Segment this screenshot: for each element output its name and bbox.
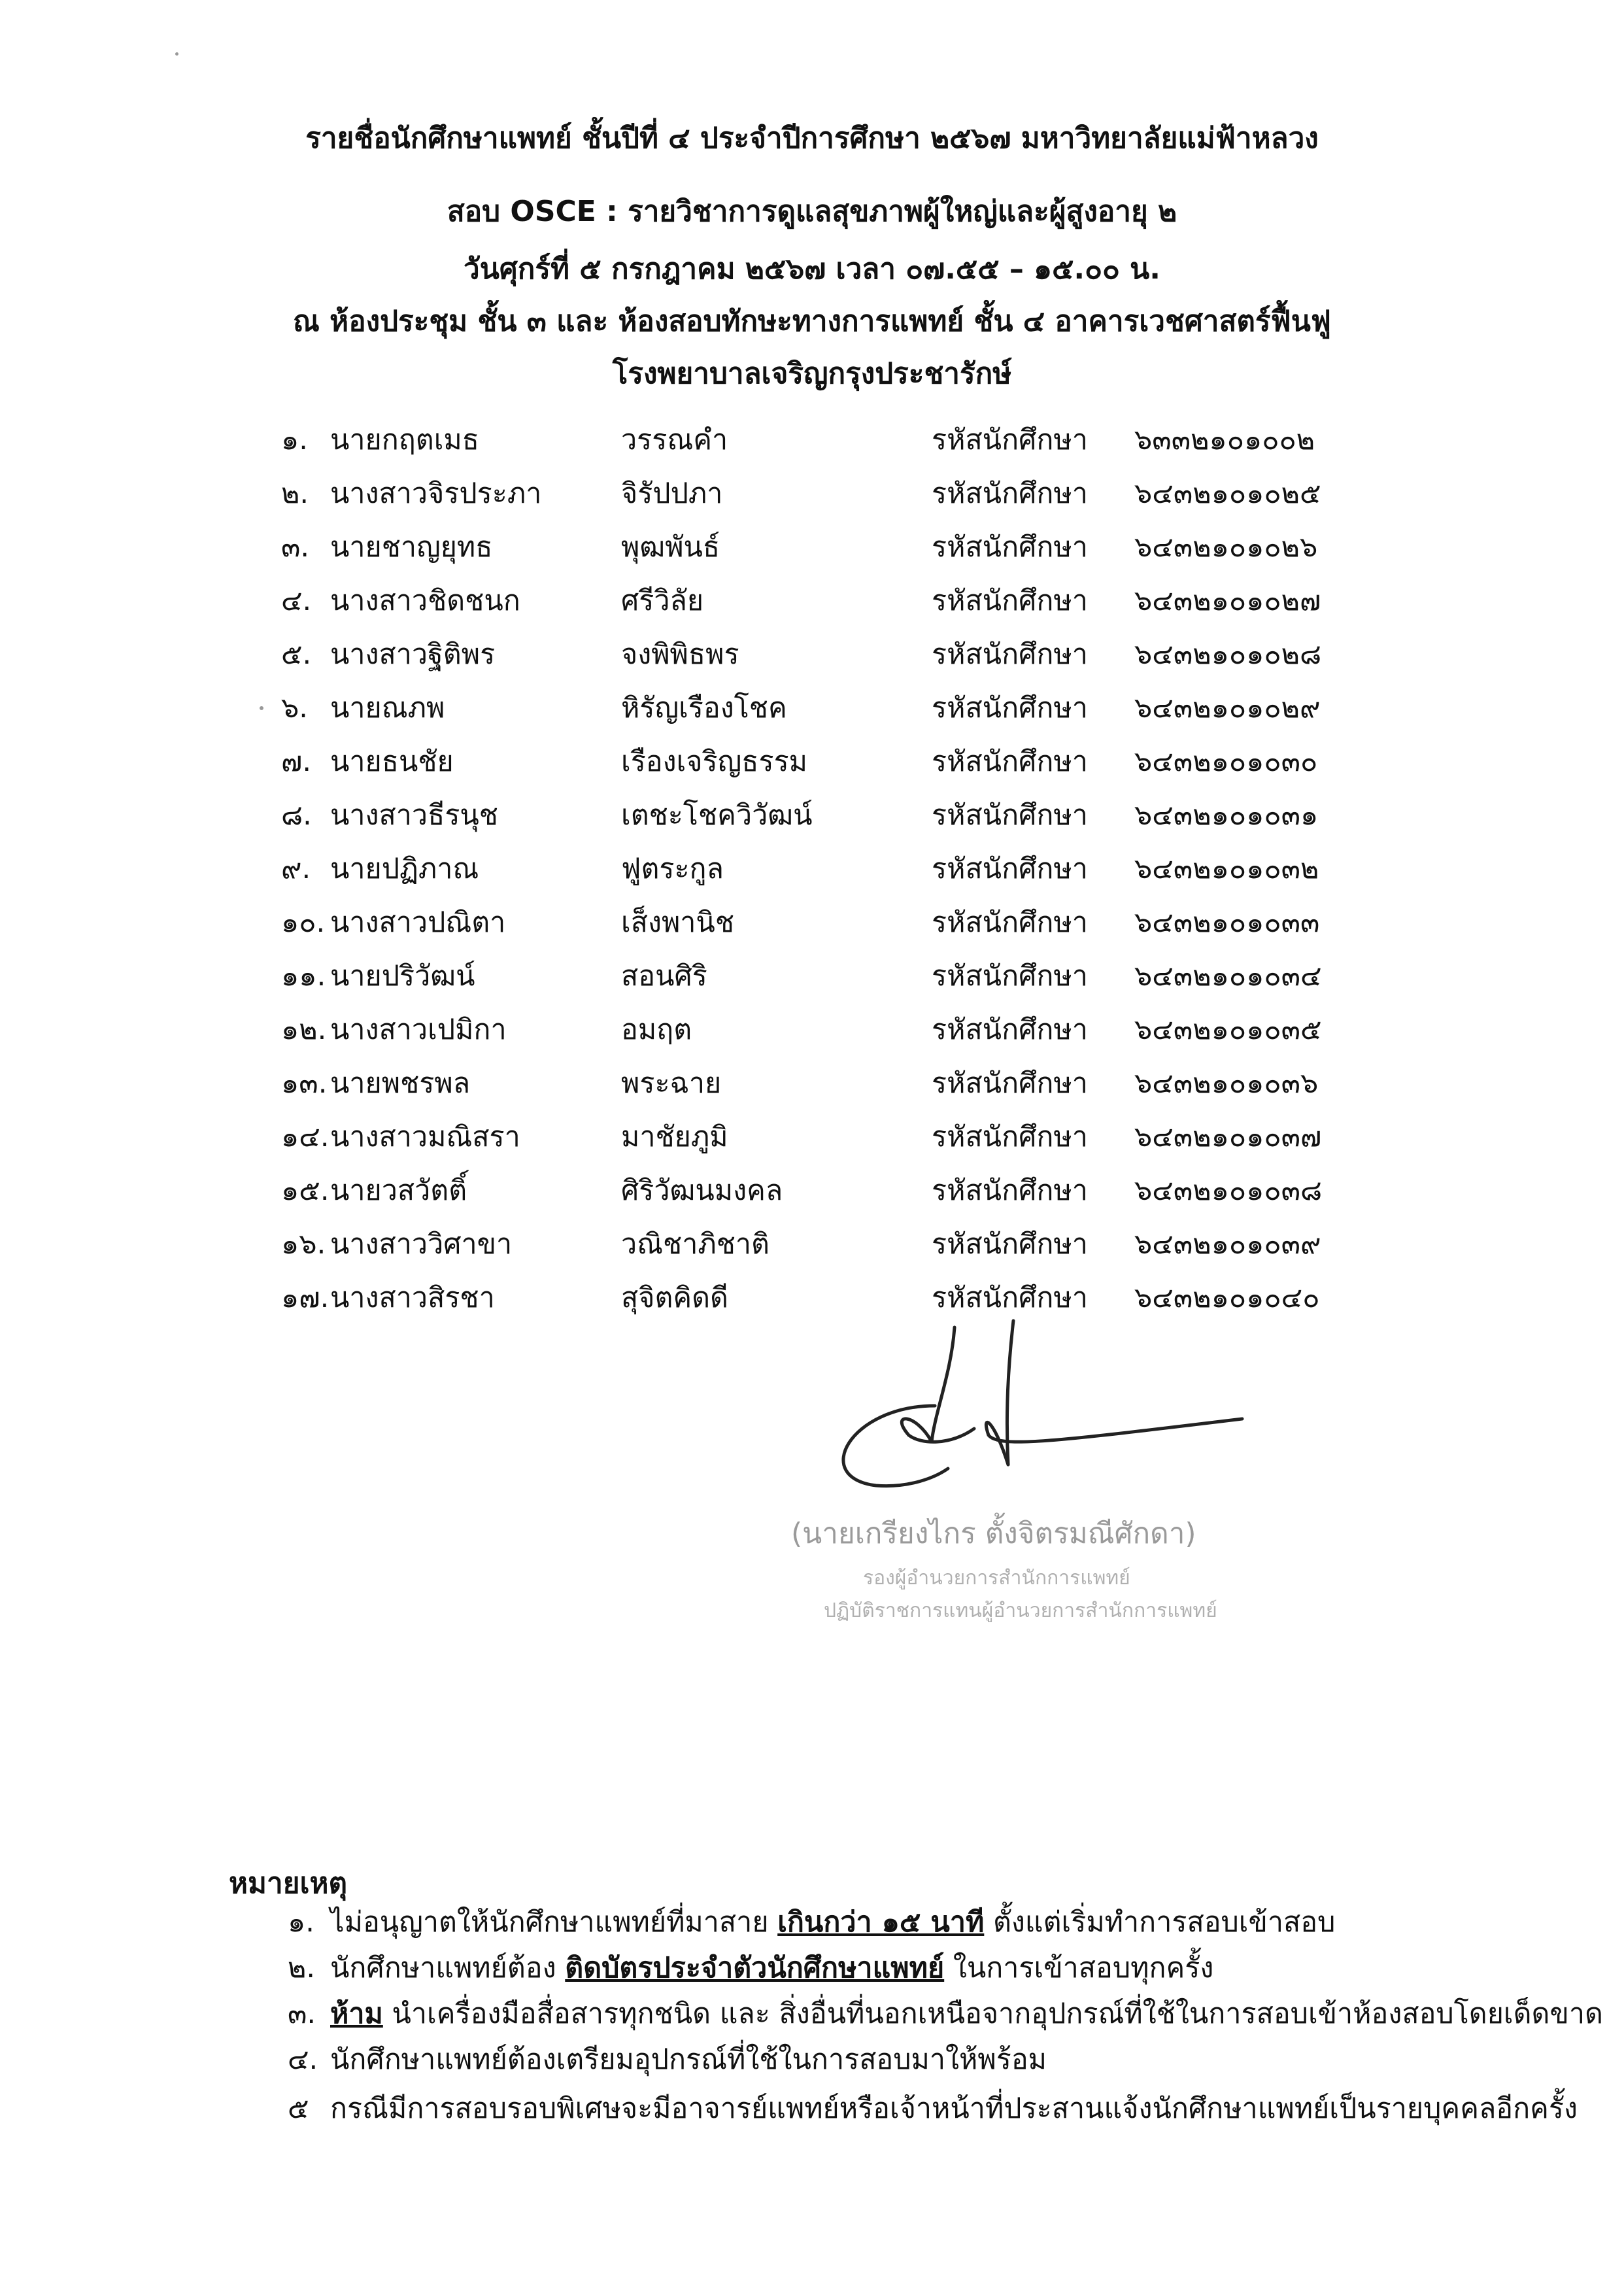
student-id: ๖๔๓๒๑๐๑๐๒๙ bbox=[1134, 692, 1321, 724]
student-id: ๖๔๓๒๑๐๑๐๓๔ bbox=[1134, 960, 1322, 993]
note-text bbox=[330, 1945, 1213, 1990]
student-id: ๖๔๓๒๑๐๑๐๒๘ bbox=[1134, 638, 1322, 671]
student-id-label: รหัสนักศึกษา bbox=[932, 1174, 1088, 1207]
student-last-name: เตชะโชควิวัฒน์ bbox=[621, 799, 813, 832]
student-id: ๖๔๓๒๑๐๑๐๓๘ bbox=[1134, 1174, 1323, 1207]
student-last-name: ฟูตระกูล bbox=[621, 853, 724, 885]
student-row bbox=[0, 962, 1624, 1006]
signature-block bbox=[771, 1314, 1360, 1641]
student-last-name: พุฒพันธ์ bbox=[621, 531, 720, 564]
student-number: ๗. bbox=[281, 745, 312, 778]
student-first-name: นางสาวเปมิกา bbox=[330, 1013, 507, 1046]
student-first-name: นางสาวจิรประภา bbox=[330, 477, 542, 510]
student-id-label: รหัสนักศึกษา bbox=[932, 906, 1088, 939]
student-last-name: วรรณคำ bbox=[621, 424, 728, 456]
student-id-label: รหัสนักศึกษา bbox=[932, 745, 1088, 778]
student-first-name: นายณภพ bbox=[330, 692, 445, 724]
note-text-pre: นักศึกษาแพทย์ต้อง bbox=[330, 1952, 566, 1984]
exam-location: ณ ห้องประชุม ชั้น ๓ และ ห้องสอบทักษะทางการแพทย์ ชั้น ๔ อาคารเวชศาสตร์ฟื้นฟู bbox=[293, 305, 1331, 338]
student-number: ๑. bbox=[281, 424, 308, 456]
note-text-post: ตั้งแต่เริ่มทำการสอบเข้าสอบ bbox=[984, 1906, 1336, 1939]
student-id: ๖๔๓๒๑๐๑๐๓๐ bbox=[1134, 745, 1318, 778]
student-first-name: นายพชรพล bbox=[330, 1067, 471, 1100]
student-last-name: ศิริวัฒนมงคล bbox=[621, 1174, 783, 1207]
note-number: ๔. bbox=[288, 2043, 318, 2076]
student-row bbox=[0, 1013, 1624, 1059]
student-id-label: รหัสนักศึกษา bbox=[932, 531, 1088, 564]
student-id-label: รหัสนักศึกษา bbox=[932, 1121, 1088, 1153]
student-row bbox=[0, 855, 1624, 898]
student-first-name: นายวสวัตติ์ bbox=[330, 1174, 467, 1207]
student-last-name: เส็งพานิช bbox=[621, 906, 735, 939]
student-id: ๖๔๓๒๑๐๑๐๒๖ bbox=[1134, 531, 1318, 564]
student-number: ๑๑. bbox=[281, 960, 326, 993]
notes-title: หมายเหตุ bbox=[229, 1867, 348, 1900]
student-last-name: สอนศิริ bbox=[621, 960, 707, 993]
student-id: ๖๔๓๒๑๐๑๐๓๕ bbox=[1134, 1013, 1322, 1046]
student-last-name: จงพิพิธพร bbox=[621, 638, 739, 671]
student-first-name: นายปริวัฒน์ bbox=[330, 960, 475, 993]
exam-subject: สอบ OSCE : รายวิชาการดูแลสุขภาพผู้ใหญ่และผู้สูงอายุ ๒ bbox=[447, 195, 1177, 228]
student-last-name: สุจิตคิดดี bbox=[621, 1282, 728, 1314]
student-first-name: นายธนชัย bbox=[330, 745, 454, 778]
note-text-post: นำเครื่องมือสื่อสารทุกชนิด และ สิ่งอื่นที่นอกเหนือจากอุปกรณ์ที่ใช้ในการสอบเข้าห้องสอบโดยเด็ดขาด bbox=[382, 1998, 1603, 2030]
student-first-name: นายปฏิภาณ bbox=[330, 853, 479, 885]
note-number: ๑. bbox=[288, 1906, 314, 1939]
signatory-position: รองผู้อำนวยการสำนักการแพทย์ bbox=[863, 1567, 1130, 1590]
note-emphasis: ห้าม bbox=[330, 1998, 383, 2030]
student-last-name: เรืองเจริญธรรม bbox=[621, 745, 808, 778]
student-row bbox=[0, 1067, 1624, 1113]
note-text-pre: ไม่อนุญาตให้นักศึกษาแพทย์ที่มาสาย bbox=[330, 1906, 778, 1939]
student-last-name: พระฉาย bbox=[621, 1067, 722, 1100]
student-id-label: รหัสนักศึกษา bbox=[932, 692, 1088, 724]
student-number: ๑๗. bbox=[281, 1282, 330, 1314]
student-id-label: รหัสนักศึกษา bbox=[932, 1282, 1088, 1314]
student-number: ๖. bbox=[281, 692, 308, 724]
note-text-post: ในการเข้าสอบทุกครั้ง bbox=[944, 1952, 1214, 1984]
note-text-pre: นักศึกษาแพทย์ต้องเตรียมอุปกรณ์ที่ใช้ในการสอบมาให้พร้อม bbox=[330, 2043, 1047, 2076]
student-number: ๔. bbox=[281, 585, 312, 617]
student-id-label: รหัสนักศึกษา bbox=[932, 1067, 1088, 1100]
student-row bbox=[0, 587, 1624, 630]
student-first-name: นายชาญยุทธ bbox=[330, 531, 493, 564]
student-first-name: นางสาวมณิสรา bbox=[330, 1121, 520, 1153]
student-first-name: นางสาวปณิตา bbox=[330, 906, 506, 939]
student-number: ๑๕. bbox=[281, 1174, 330, 1207]
student-row bbox=[0, 1174, 1624, 1220]
student-row bbox=[0, 799, 1624, 845]
student-row bbox=[0, 694, 1624, 738]
student-number: ๑๖. bbox=[281, 1228, 326, 1261]
signatory-acting-position: ปฏิบัติราชการแทนผู้อำนวยการสำนักการแพทย์ bbox=[824, 1599, 1217, 1622]
student-id-label: รหัสนักศึกษา bbox=[932, 853, 1088, 885]
document-title: รายชื่อนักศึกษาแพทย์ ชั้นปีที่ ๔ ประจำปีการศึกษา ๒๕๖๗ มหาวิทยาลัยแม่ฟ้าหลวง bbox=[305, 122, 1319, 155]
student-id-label: รหัสนักศึกษา bbox=[932, 960, 1088, 993]
student-id-label: รหัสนักศึกษา bbox=[932, 585, 1088, 617]
scan-speck bbox=[260, 706, 263, 710]
student-id: ๖๔๓๒๑๐๑๐๓๒ bbox=[1134, 853, 1319, 885]
student-row bbox=[0, 906, 1624, 952]
student-row bbox=[0, 531, 1624, 577]
student-id: ๖๔๓๒๑๐๑๐๔๐ bbox=[1134, 1282, 1320, 1314]
hospital-name: โรงพยาบาลเจริญกรุงประชารักษ์ bbox=[612, 357, 1012, 390]
student-id-label: รหัสนักศึกษา bbox=[932, 638, 1088, 671]
student-row bbox=[0, 638, 1624, 684]
note-emphasis: เกินกว่า ๑๕ นาที bbox=[777, 1906, 985, 1939]
student-row bbox=[0, 426, 1624, 469]
student-number: ๙. bbox=[281, 853, 311, 885]
note-number: ๓. bbox=[288, 1998, 316, 2030]
student-row bbox=[0, 1123, 1624, 1166]
student-number: ๕. bbox=[281, 638, 312, 671]
handwritten-signature bbox=[837, 1314, 1294, 1510]
student-id: ๖๓๓๒๑๐๑๐๐๒ bbox=[1134, 424, 1315, 456]
student-number: ๑๐. bbox=[281, 906, 326, 939]
student-id-label: รหัสนักศึกษา bbox=[932, 424, 1088, 456]
student-id: ๖๔๓๒๑๐๑๐๓๙ bbox=[1134, 1228, 1321, 1261]
student-first-name: นางสาวชิดชนก bbox=[330, 585, 520, 617]
student-last-name: อมฤต bbox=[621, 1013, 692, 1046]
student-id: ๖๔๓๒๑๐๑๐๓๓ bbox=[1134, 906, 1320, 939]
student-number: ๑๒. bbox=[281, 1013, 327, 1046]
exam-date-time: วันศุกร์ที่ ๕ กรกฎาคม ๒๕๖๗ เวลา ๐๗.๕๕ – ๑๕.๐๐ น. bbox=[464, 252, 1160, 286]
student-last-name: มาชัยภูมิ bbox=[621, 1121, 728, 1153]
note-text bbox=[330, 1899, 1335, 1944]
student-number: ๘. bbox=[281, 799, 312, 832]
student-last-name: ศรีวิลัย bbox=[621, 585, 704, 617]
student-row bbox=[0, 745, 1624, 791]
student-id: ๖๔๓๒๑๐๑๐๒๕ bbox=[1134, 477, 1321, 510]
note-text bbox=[330, 2086, 1578, 2130]
note-text-pre: กรณีมีการสอบรอบพิเศษจะมีอาจารย์แพทย์หรือเจ้าหน้าที่ประสานแจ้งนักศึกษาแพทย์เป็นรายบุคคลอีกครั้ง bbox=[330, 2092, 1578, 2125]
student-first-name: นายกฤตเมธ bbox=[330, 424, 480, 456]
student-id-label: รหัสนักศึกษา bbox=[932, 1228, 1088, 1261]
student-id: ๖๔๓๒๑๐๑๐๓๑ bbox=[1134, 799, 1319, 832]
note-text bbox=[330, 1991, 1603, 2035]
student-number: ๑๔. bbox=[281, 1121, 330, 1153]
student-id-label: รหัสนักศึกษา bbox=[932, 1013, 1088, 1046]
signatory-name: (นายเกรียงไกร ตั้งจิตรมณีศักดา) bbox=[791, 1517, 1196, 1550]
student-id-label: รหัสนักศึกษา bbox=[932, 477, 1088, 510]
student-last-name: จิรัปปภา bbox=[621, 477, 723, 510]
note-emphasis: ติดบัตรประจำตัวนักศึกษาแพทย์ bbox=[565, 1952, 945, 1984]
student-number: ๑๓. bbox=[281, 1067, 328, 1100]
note-number: ๕ bbox=[288, 2092, 309, 2125]
note-text bbox=[330, 2037, 1047, 2081]
note-number: ๒. bbox=[288, 1952, 316, 1984]
student-id-label: รหัสนักศึกษา bbox=[932, 799, 1088, 832]
student-id: ๖๔๓๒๑๐๑๐๓๖ bbox=[1134, 1067, 1319, 1100]
student-number: ๓. bbox=[281, 531, 310, 564]
student-id: ๖๔๓๒๑๐๑๐๒๗ bbox=[1134, 585, 1321, 617]
student-last-name: วณิชาภิชาติ bbox=[621, 1228, 770, 1261]
scan-speck bbox=[175, 52, 178, 56]
student-id: ๖๔๓๒๑๐๑๐๓๗ bbox=[1134, 1121, 1322, 1153]
student-first-name: นางสาวสิรชา bbox=[330, 1282, 495, 1314]
student-number: ๒. bbox=[281, 477, 309, 510]
student-first-name: นางสาววิศาขา bbox=[330, 1228, 513, 1261]
student-first-name: นางสาวธีรนุช bbox=[330, 799, 498, 832]
student-last-name: หิรัญเรืองโชค bbox=[621, 692, 787, 724]
student-row bbox=[0, 477, 1624, 523]
student-row bbox=[0, 1228, 1624, 1274]
student-first-name: นางสาวฐิติพร bbox=[330, 638, 496, 671]
